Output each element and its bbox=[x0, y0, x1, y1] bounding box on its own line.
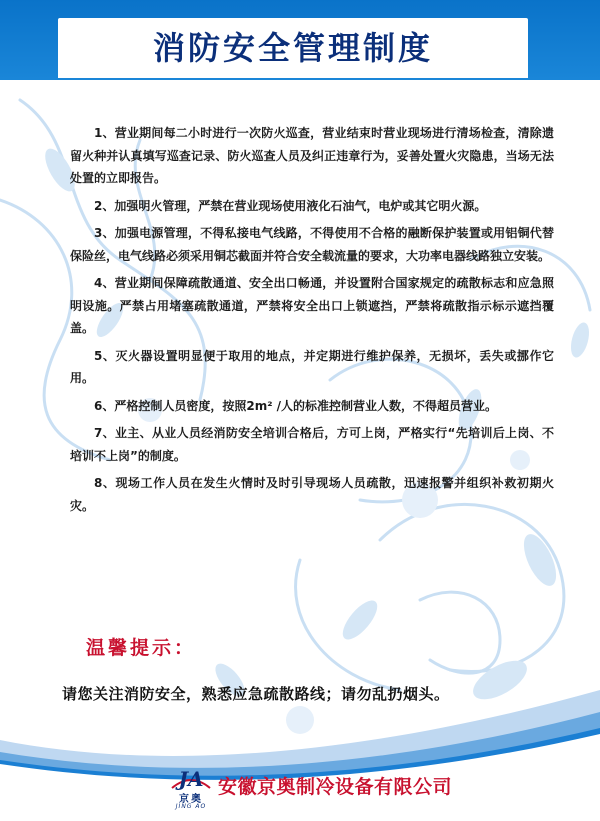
rule-item: 1、营业期间每二小时进行一次防火巡查，营业结束时营业现场进行清场检查，清除遗留火种并认真填写巡查记录、防火巡查人员及纠正违章行为，妥善处置火灾隐患，当场无法处置的立即报告。 bbox=[70, 126, 554, 185]
rule-item: 5、灭火器设置明显便于取用的地点，并定期进行维护保养，无损坏，丢失或挪作它用。 bbox=[70, 348, 554, 385]
rule-item: 2、加强明火管理，严禁在营业现场使用液化石油气，电炉或其它明火源。 bbox=[94, 198, 487, 213]
logo-letters: JA bbox=[178, 767, 204, 791]
footer-wave bbox=[0, 690, 600, 821]
logo-english-name: JING AO bbox=[175, 803, 207, 810]
rules-list bbox=[70, 122, 554, 522]
tip-heading: 温馨提示： bbox=[86, 637, 197, 659]
logo-chinese-name: 京奥 bbox=[179, 794, 203, 805]
rule-item: 6、严格控制人员密度，按照2m² /人的标准控制营业人数，不得超员营业。 bbox=[94, 398, 498, 413]
rule-item: 4、营业期间保障疏散通道、安全出口畅通，并设置附合国家规定的疏散标志和应急照明设施。严禁占用堵塞疏散通道，严禁将安全出口上锁遮挡，严禁将疏散指示标示遮挡覆盖。 bbox=[70, 276, 554, 335]
company-name: 安徽京奥制冷设备有限公司 bbox=[218, 776, 453, 798]
tip-text: 请您关注消防安全，熟悉应急疏散路线；请勿乱扔烟头。 bbox=[62, 685, 450, 703]
page-title: 消防安全管理制度 bbox=[152, 29, 433, 67]
rule-item: 3、加强电源管理，不得私接电气线路，不得使用不合格的融断保护装置或用铝铜代替保险丝，电气线路必须采用铜芯截面并符合安全载流量的要求，大功率电器线路独立安装。 bbox=[70, 226, 554, 263]
rule-item: 8、现场工作人员在发生火情时及时引导现场人员疏散，迅速报警并组织补救初期火灾。 bbox=[70, 476, 554, 513]
rule-item: 7、业主、从业人员经消防安全培训合格后，方可上岗，严格实行“先培训后上岗、不培训不上岗”的制度。 bbox=[70, 426, 554, 463]
